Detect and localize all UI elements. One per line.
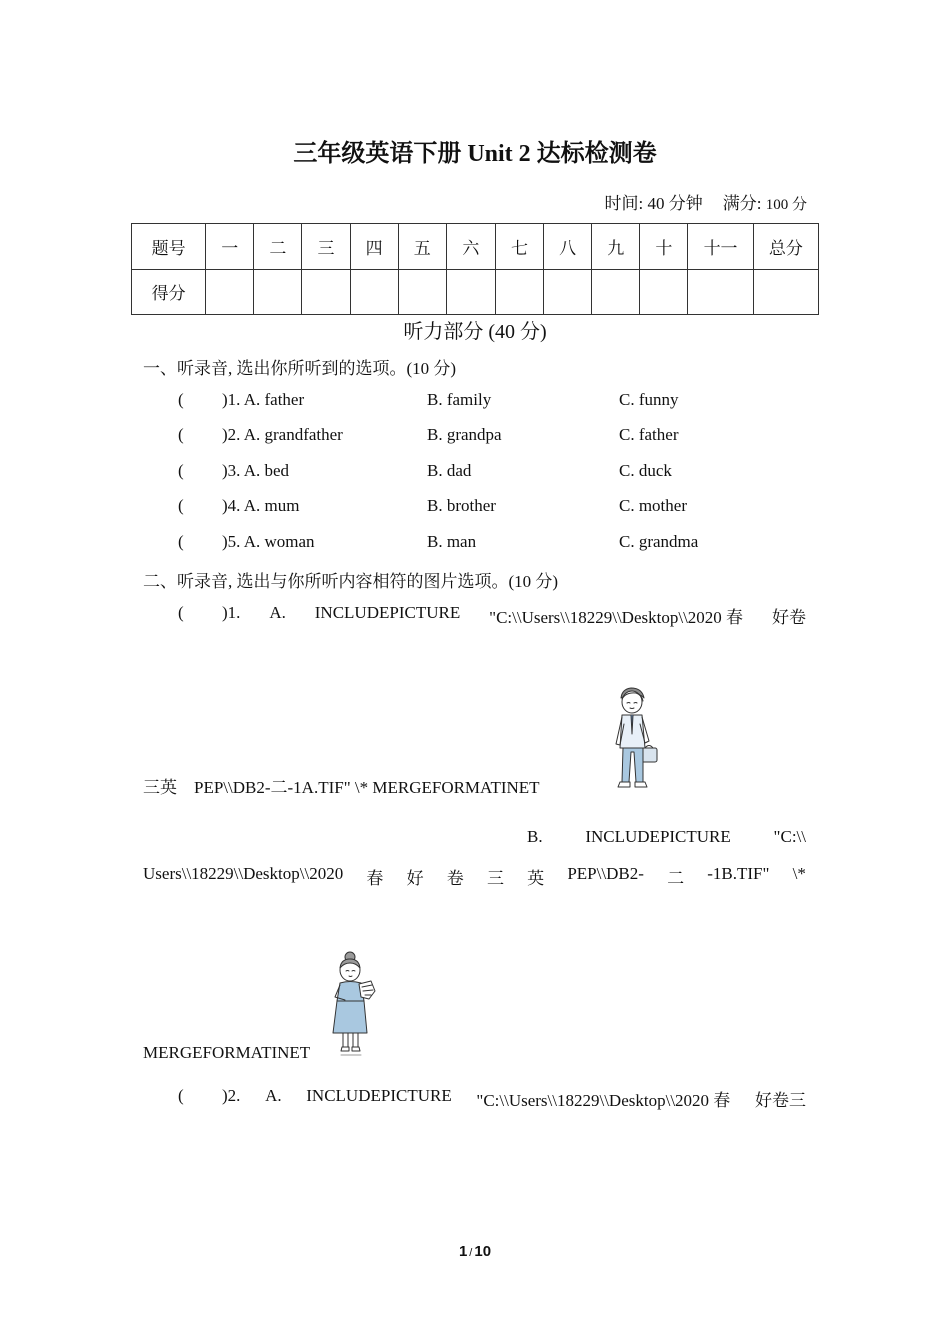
option-b: B. grandpa (427, 425, 502, 444)
option-label: B. (527, 827, 543, 846)
field-path-segment: 三 (486, 869, 504, 888)
header-cell: 四 (350, 224, 398, 270)
header-cell: 七 (495, 224, 543, 270)
option-b: B. man (427, 532, 477, 551)
header-cell: 二 (254, 224, 302, 270)
answer-paren[interactable]: ( (178, 532, 184, 551)
option-label: A. (265, 1086, 282, 1105)
score-cell[interactable] (446, 269, 495, 315)
header-cell: 九 (592, 224, 640, 270)
part2-q1-b-line1 (527, 827, 806, 847)
header-cell: 八 (544, 224, 592, 270)
field-path-segment: 英 (527, 869, 545, 888)
option-b: B. brother (427, 496, 496, 515)
option-c: C. funny (619, 390, 679, 409)
score-cell[interactable] (302, 269, 350, 315)
part2-q2-line1 (178, 1086, 806, 1111)
current-page: 1 (458, 1243, 468, 1260)
field-path-segment: 春 (366, 869, 384, 888)
field-path-segment: 卷 (446, 869, 464, 888)
part2-q1-b-line3: MERGEFORMATINET (143, 1043, 311, 1062)
header-cell: 一 (206, 224, 254, 270)
header-cell: 十 (640, 224, 688, 270)
field-path: "C:\\ (773, 827, 806, 846)
full-score-label: 满分: (722, 194, 762, 213)
header-cell: 六 (446, 224, 495, 270)
field-path-tail: 好卷三 (754, 1091, 806, 1110)
boy-picture[interactable] (609, 686, 661, 790)
option-a: )2. A. grandfather (222, 425, 343, 444)
page-separator: / (469, 1247, 473, 1259)
score-cell[interactable] (398, 269, 446, 315)
score-cell[interactable] (544, 269, 592, 315)
option-c: C. mother (619, 496, 687, 515)
option-c: C. duck (619, 461, 672, 480)
score-cell[interactable] (640, 269, 688, 315)
field-path-segment: 好 (406, 869, 424, 888)
option-c: C. grandma (619, 532, 699, 551)
answer-paren[interactable]: ( (178, 390, 184, 409)
option-c: C. father (619, 425, 679, 444)
part1-instruction: 一、听录音, 选出你所听到的选项。(10 分) (143, 359, 457, 378)
option-a: )4. A. mum (222, 496, 300, 515)
score-table-score-row (132, 269, 819, 315)
option-b: B. family (427, 390, 492, 409)
answer-paren[interactable]: ( (178, 425, 184, 444)
field-code: INCLUDEPICTURE (585, 827, 731, 846)
part2-q1-b-line2 (143, 864, 806, 889)
time-limit: 时间: 40 分钟 (604, 194, 703, 213)
field-path-segment: \* (792, 864, 806, 883)
header-cell: 题号 (132, 224, 206, 270)
header-cell: 总分 (753, 224, 818, 270)
score-cell[interactable] (206, 269, 254, 315)
field-code: INCLUDEPICTURE (306, 1086, 452, 1105)
field-path-tail: 好卷 (771, 608, 806, 627)
field-path-segment: Users\\18229\\Desktop\\2020 (143, 864, 344, 883)
field-path-cont: 三英 (143, 778, 177, 797)
option-a: )5. A. woman (222, 532, 315, 551)
woman-picture[interactable] (331, 951, 379, 1061)
field-path-cont: PEP\\DB2-二-1A.TIF" \* MERGEFORMATINET (194, 778, 540, 797)
option-a: )3. A. bed (222, 461, 290, 480)
score-cell[interactable] (350, 269, 398, 315)
option-b: B. dad (427, 461, 472, 480)
header-cell: 五 (398, 224, 446, 270)
page-number (0, 1243, 950, 1260)
section-title: 听力部分 (40 分) (403, 321, 547, 343)
option-label: A. (269, 603, 286, 622)
score-table-header-row (132, 224, 819, 270)
option-a: )1. A. father (222, 390, 305, 409)
field-path-segment: -1B.TIF" (707, 864, 770, 883)
answer-paren[interactable]: ( )2. (178, 1086, 241, 1105)
answer-paren[interactable]: ( (178, 496, 184, 515)
row-label-cell: 得分 (132, 269, 206, 315)
field-path: "C:\\Users\\18229\\Desktop\\2020 春 (489, 608, 744, 627)
answer-paren[interactable]: ( (178, 461, 184, 480)
full-score-value: 100 分 (765, 197, 807, 213)
page-title: 三年级英语下册 Unit 2 达标检测卷 (293, 141, 657, 167)
score-table (131, 223, 819, 315)
field-path-segment: 二 (667, 869, 685, 888)
answer-paren[interactable]: ( )1. (178, 603, 241, 622)
exam-meta (605, 189, 807, 214)
part2-q1-line1 (178, 603, 806, 628)
header-cell: 三 (302, 224, 350, 270)
score-cell[interactable] (592, 269, 640, 315)
field-path-segment: PEP\\DB2- (567, 864, 644, 883)
score-cell[interactable] (254, 269, 302, 315)
field-path: "C:\\Users\\18229\\Desktop\\2020 春 (476, 1091, 731, 1110)
part2-q1-line2 (143, 773, 540, 798)
score-cell[interactable] (753, 269, 818, 315)
header-cell: 十一 (688, 224, 753, 270)
total-pages: 10 (474, 1243, 492, 1260)
field-code: INCLUDEPICTURE (314, 603, 461, 622)
part2-instruction: 二、听录音, 选出与你所听内容相符的图片选项。(10 分) (143, 572, 559, 591)
score-cell[interactable] (495, 269, 543, 315)
score-cell[interactable] (688, 269, 753, 315)
